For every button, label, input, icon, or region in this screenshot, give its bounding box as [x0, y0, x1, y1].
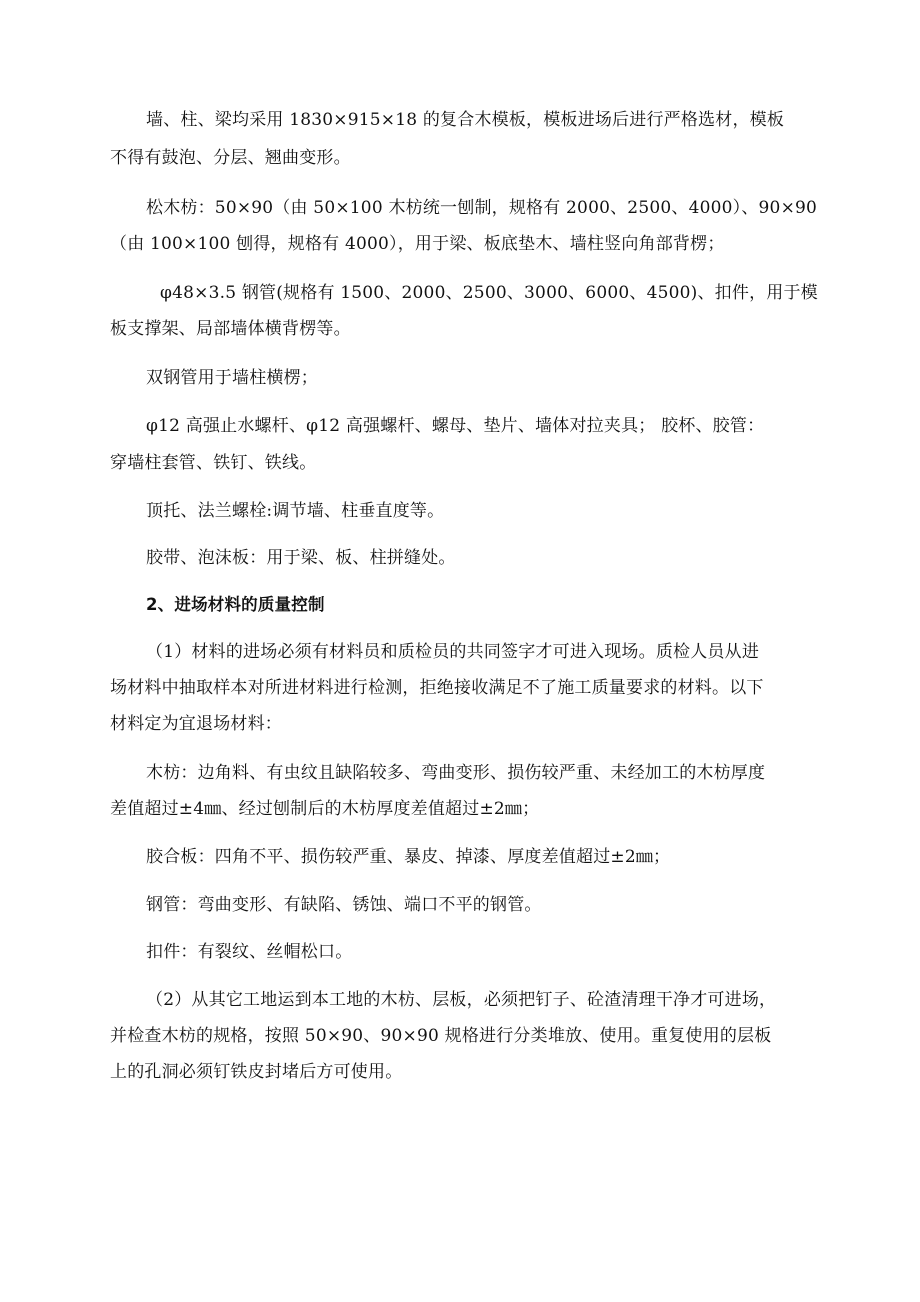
paragraph-bolts-line-1: φ12 高强止水螺杆、φ12 高强螺杆、螺母、垫片、墙体对拉夹具； 胶杯、胶管：	[146, 416, 765, 436]
paragraph-reuse-line-3: 上的孔洞必须钉铁皮封堵后方可使用。	[110, 1062, 403, 1082]
paragraph-formwork-line-2: 不得有鼓泡、分层、翘曲变形。	[110, 148, 351, 168]
paragraph-fastener-reject: 扣件：有裂纹、丝帽松口。	[146, 942, 353, 962]
paragraph-steel-pipe-line-2: 板支撑架、局部墙体横背楞等。	[110, 319, 351, 339]
paragraph-timber-reject-line-2: 差值超过±4㎜、经过刨制后的木枋厚度差值超过±2㎜；	[110, 799, 540, 819]
paragraph-material-entry-line-2: 场材料中抽取样本对所进材料进行检测，拒绝接收满足不了施工质量要求的材料。以下	[110, 678, 764, 698]
paragraph-timber-reject-line-1: 木枋：边角料、有虫纹且缺陷较多、弯曲变形、损伤较严重、未经加工的木枋厚度	[146, 763, 766, 783]
paragraph-reuse-line-1: （2）从其它工地运到本工地的木枋、层板，必须把钉子、砼渣清理干净才可进场，	[146, 990, 777, 1010]
paragraph-jack-bolts: 顶托、法兰螺栓:调节墙、柱垂直度等。	[146, 501, 445, 521]
paragraph-steel-pipe-line-1: φ48×3.5 钢管(规格有 1500、2000、2500、3000、6000、4500)、扣件，用于模	[160, 283, 818, 303]
paragraph-material-entry-line-1: （1）材料的进场必须有材料员和质检员的共同签字才可进入现场。质检人员从进	[146, 642, 760, 662]
section-heading: 2、进场材料的质量控制	[146, 595, 325, 614]
paragraph-tape-foam: 胶带、泡沫板：用于梁、板、柱拼缝处。	[146, 548, 456, 568]
paragraph-reuse-line-2: 并检查木枋的规格，按照 50×90、90×90 规格进行分类堆放、使用。重复使用的层板	[110, 1026, 772, 1046]
paragraph-plywood-reject: 胶合板：四角不平、损伤较严重、暴皮、掉漆、厚度差值超过±2㎜；	[146, 847, 671, 867]
paragraph-bolts-line-2: 穿墙柱套管、铁钉、铁线。	[110, 453, 317, 473]
paragraph-pine-timber-line-2: （由 100×100 刨得，规格有 4000），用于梁、板底垫木、墙柱竖向角部背楞；	[110, 234, 725, 254]
paragraph-pipe-reject: 钢管：弯曲变形、有缺陷、锈蚀、端口不平的钢管。	[146, 895, 542, 915]
paragraph-material-entry-line-3: 材料定为宜退场材料：	[110, 714, 282, 734]
paragraph-formwork-line-1: 墙、柱、梁均采用 1830×915×18 的复合木模板，模板进场后进行严格选材，模板	[146, 110, 785, 130]
paragraph-pine-timber-line-1: 松木枋：50×90（由 50×100 木枋统一刨制，规格有 2000、2500、4000）、90×90	[146, 198, 818, 218]
paragraph-double-pipe: 双钢管用于墙柱横楞；	[146, 368, 318, 388]
